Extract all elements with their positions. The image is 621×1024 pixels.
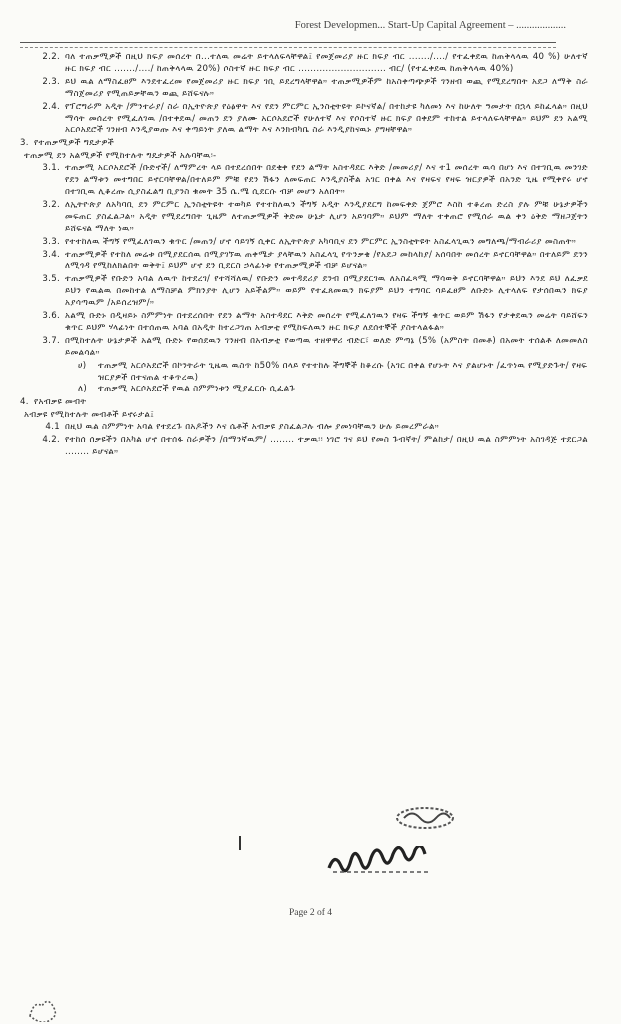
clause-text: ተጠቃሚዎች የቡድን አባል ለዉጥ ከተደረገ/ የተሻሻለዉ/ የቡድን መተዳደሪያ ደንብ በሚያደርገዉ ለአስፈጻሚ ማሳወቅ ይኖርባቸዋል። ይህን እንደ ይህ ለፈቃደ ይህን የዉልዉ በመከተል ለማስቻል ምክንያት ሊሆን አይችልም። ወይም የተፈጸመዉን ክፍያም ይህን ተግባር ሳይፈፀም ለቡድኑ ሊተላለፍ የታሰበዉን ክፍያ አያሳጣዉም /አይሰረዝም/። <box>65 274 588 309</box>
clause-number: 3.6. <box>42 311 60 322</box>
subclause-text: ተጠቃሚ አርሶአደሮች በኮንትራት ጊዜዉ ዉስጥ ከ50% በላይ የተተከሉ ችግኞች ከቆረሱ (አገር በቀል የሆኑት እና ያልሆኑት /ፈጥነዉ የሚያድጉት/ የዛፍ ዝርያዎች በተናጠል ተቆጥረዉ) <box>98 360 588 383</box>
clause-number: 3.5. <box>42 274 60 285</box>
signature-scribble <box>325 846 445 878</box>
clause-number: 4.1 <box>45 422 60 433</box>
clause-number: 3.4. <box>42 249 60 260</box>
page-number: Page 2 of 4 <box>288 908 332 918</box>
section-number: 4. <box>20 397 29 408</box>
clause-number: 4.2. <box>42 435 60 446</box>
header-rule-dashed <box>20 47 556 48</box>
clause-text: የፕሮግራም አዲት /ምንተራያ/ ስራ በኢትዮጵያ የዕፅዋት እና የደን ምርምር ኢንስቲትዩት ይኮናኛል/ በተከታዩ ካለመነ እና ከሁለት ዓመታት በኋላ ይከፈላል። በዚህ ማሳት መሰረት የሚፈለገዉ /በተቀደዉ/ መጠን ደን ያለሙ አርሶአደሮች የሁለተኛ እና የሶስተኛ ዙር ክፍያ በቀደም ተከተል ይተላለፍላቸዋል። ይህም ደን አልሚ አርሶአደሮች ገንዘብ እንዲያወጡ እና ቀጣይነት ያለዉ ልማት እና እንክብካቤ ስራ እንዲያከናዉኑ ያግዛቸዋል። <box>65 101 588 136</box>
pen-mark <box>239 836 241 850</box>
corner-smudge <box>26 992 60 1022</box>
clause-number: 2.2. <box>42 52 60 62</box>
clause-2-3 <box>20 77 588 101</box>
clause-2-4 <box>20 102 588 138</box>
clause-3-6 <box>20 311 588 335</box>
clause-4-1 <box>20 422 588 434</box>
clause-2-2 <box>20 52 588 76</box>
subclause-text: ተጠቃሚ አርሶአደሮች የዉል ስምምነቱን ሚያፈርሱ ሲፈልጉ <box>98 384 296 395</box>
subclause-a <box>20 361 588 385</box>
subclause-b <box>20 384 588 396</box>
clause-text: ተጠቃሚ አርሶአደሮች /ቡድኖች/ ለማምረት ላይ በተደረሰበት በደቂቀ የደን ልማት አስተዳደር እቅድ /መመሪያ/ እና ተ1 መሰረት ዉሳ በሆነ እና በተገቢዉ መንገድ የደን ልማቱን መተግበር ይኖርባቸዋል/በተለይም ምቹ የደን ሽፋን ለመፍጠር እንዲያስችል አገር በቀል እና የዛፍና የዛፍ ዝርያዎች በአንድ ጊዜ የሚቀየሩ ሆኖ በተገቢዉ ሊቆረጡ ሲያስፈልግ ቢያንስ ቁመት 35 ሴ.ሜ ሲደርሱ ብቻ መሆን አለበት። <box>65 163 588 197</box>
clause-3-2 <box>20 200 588 236</box>
clause-text: ተጠቃሚዎች የተከለ መሬቱ በሚያደርሰዉ በሚያገኘዉ ጠቀሜታ ያላቸዉን አስፈላጊ የጥንቃቄ /የአደጋ መከላከያ/ አሰባበት መሰረት ይኖርባቸዋል። በተለይም ደንን ለሚጎዳ የሚከለክልበት ወቅት፤ ይህም ሆኖ ደን ቢደርስ ኃላፊነቱ የተጠቃሚዎች ብቻ ይሆናል። <box>65 249 588 272</box>
clause-text: አልሚ ቡድኑ በዲዛይኑ ስምምነት በተደረሰበት የደን ልማት አስተዳደር እቅድ መሰረት የሚፈለገዉን የዛፍ ችግኝ ቁጥር ወይም ሽፋን የታቀደዉን መሬት ባይሸፍን ቁጥር ይህም ሃላፊነት በተሰጠዉ አባል በአዲት ከተረጋገጠ አብቃቲ የሚከፍለዉን ዙር ክፍያ ለደሰተኞች ያስተላልፋል። <box>65 311 588 333</box>
subclause-marker: ሀ) <box>78 360 87 371</box>
section-4-heading <box>20 397 588 409</box>
section-4-intro: አብቃዩ የሚከተሉት መብቶች ይኖሩታል፤ <box>24 410 155 421</box>
stamp-smudge <box>390 803 460 833</box>
clause-number: 3.7. <box>42 335 60 346</box>
clause-4-2 <box>20 435 588 459</box>
clause-3-5 <box>20 274 588 310</box>
header-rule <box>20 42 556 43</box>
clause-text: በዚህ ዉል ስምምነት አባል የተደረጉ በአዶችን እና ሴቶች አብቃዩ ያስፈልጋሉ ብሎ ያመነባቸዉን ሁሉ ይመረምራል። <box>65 422 440 433</box>
clause-text: ለኢትዮጵያ ለአካባቢ ደን ምርምር ኢንስቲትዩት ተወካይ የተተከለዉን ችግኝ አዲት እንዲያደርግ ከመፍቀድ ጀምሮ እስከ ተቆረጠ ድረስ ያሉ ምቹ ሁኔታዎችን መፍጠር ያስፈልጋል። አዲት የሚደረግበት ጊዜም ለተጠቃሚዎች ቅድመ ሁኔታ ሊሆን አይገባም። ይህም ማለት ተቀጠሮ የሚሰራ ዉል ቀን ዕቅድ ማዘጋጀትን ይሸፍናል ማለት ነዉ። <box>65 199 588 234</box>
clause-number: 2.3. <box>42 76 60 87</box>
clause-number: 3.2. <box>42 199 60 210</box>
clause-number: 3.1. <box>42 163 60 174</box>
clause-number: 2.4. <box>42 101 60 112</box>
section-number: 3. <box>20 138 29 149</box>
clause-3-1 <box>20 163 588 199</box>
clause-3-4 <box>20 250 588 274</box>
section-title: የአብቃዩ መብት <box>34 397 87 408</box>
agreement-body <box>20 52 588 460</box>
clause-3-3 <box>20 237 588 249</box>
clause-text: ይህ ዉል ለማስፈፀም እንደተፈረመ የመጀመሪያ ዙር ክፍያ ገቢ ይደረግላቸዋል። ተጠቃሚዎችም ከአስቀጣጭዎች ገንዘብ ወጪ የሚደረግበት አደጋ ለማቅ ስራ ማስጀመሪያ የሚጠይቃቸዉን ወጪ ይሸፍናሉ። <box>65 76 588 99</box>
section-3-intro: ተጠቃሚ ደን አልሚዎች የሚከተሉት ግዴታዎች አሉባቸዉ፡- <box>24 151 217 162</box>
clause-number: 3.3. <box>42 236 60 247</box>
clause-3-7 <box>20 336 588 360</box>
section-title: የተጠቃሚዎች ግዴታዎች <box>34 138 115 149</box>
section-3-heading <box>20 138 588 150</box>
clause-text: የተከሰ ሰቃዩችን በአካል ሆኖ በተሰፋ ስራዎችን /በማንኛዉም/ ........ ተቃዉ፡፡ ነገሮ ገና ይህ የመስ ጉብኛት/ ምልከታ/ በዚህ ዉል ስምምነት አስገዳጅ ተደርጋል ........ ይሆናል። <box>65 435 588 457</box>
clause-text: የተተከለዉ ችግኝ የሚፈለገዉን ቁጥር /መጠን/ ሆኖ ሳይገኝ ሲቀር ለኢትዮጵያ አካባቢና ደን ምርምር ኢንስቲትዩት አስፈላጊዉን መግለጫ/ማብራሪያ መስጠት። <box>65 236 577 247</box>
subclause-marker: ለ) <box>78 384 87 395</box>
page-header: Forest Developmen... Start-Up Capital Agreement – ................... <box>294 20 566 31</box>
clause-text: በሚከተሉት ሁኔታዎች አልሚ ቡድኑ የወሰደዉን ገንዘብ በአብቃቲ የወጣዉ ተዘዋዋሪ ብድር፣ ወለድ ምጣኔ (5% (አምስት በመቶ) በአመት ተሰልቶ ለመመለስ ይመልሳል። <box>65 335 588 358</box>
clause-text: ባለ ተጠቃሚዎች በዚህ ክፍያ መሰረት በ...ተለዉ መሬት ይተላለፍላቸዋል፤ የመጀመሪያ ዙር ክፍያ ብር ......./..../ የተፈቀደዉ ከጠቅላላዉ 40 %) ሁለተኛ ዙር ክፍያ ብር ......./..../ ከጠቅላላዉ 20%) ሶስተኛ ዙር ክፍያ ብር ............................. ብር/ (የተፈቀደዉ ከጠቅላላዉ 40%) <box>65 52 588 74</box>
